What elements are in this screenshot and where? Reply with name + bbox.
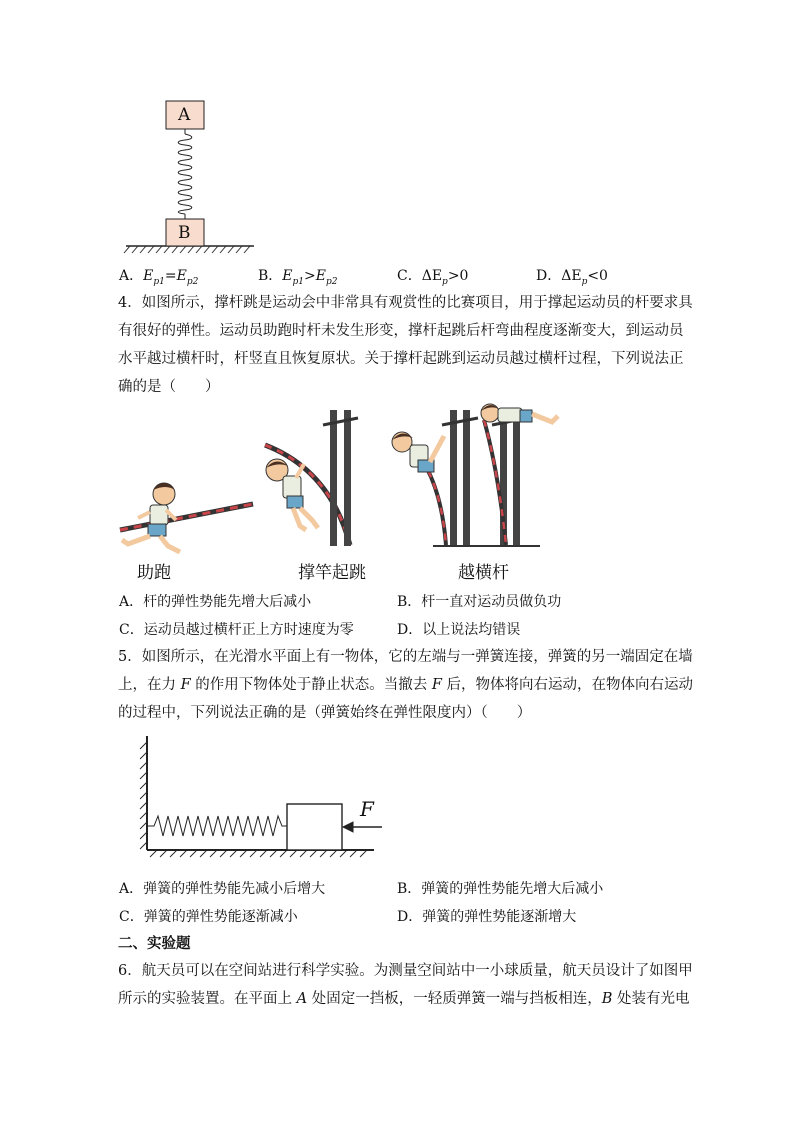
q3-option-d[interactable]: D．$\Delta E_p<0$: [536, 268, 608, 287]
caption-bar-clearance: 越横杆: [458, 563, 509, 583]
q5-stem-line-3: 的过程中，下列说法正确的是（弹簧始终在弹性限度内）（ ）: [118, 705, 532, 721]
q5-option-d[interactable]: D．弹簧的弹性势能逐渐增大: [397, 909, 577, 925]
q5-option-b[interactable]: B．弹簧的弹性势能先增大后减小: [397, 881, 604, 897]
q5-option-a[interactable]: A．弹簧的弹性势能先减小后增大: [119, 881, 326, 897]
block-b-label: B: [178, 223, 191, 243]
q3-option-a[interactable]: A．$E_{p1}=E_{p2}$: [119, 268, 199, 287]
q6-stem-line-1: 6．航天员可以在空间站进行科学实验。为测量空间站中一小球质量，航天员设计了如图甲: [118, 963, 693, 979]
q4-stem-line-3: 水平越过横杆时，杆竖直且恢复原状。关于撑杆起跳到运动员越过横杆过程，下列说法正: [118, 351, 684, 367]
force-f-label: F: [360, 797, 374, 821]
q4-stem-line-2: 有很好的弹性。运动员助跑时杆未发生形变，撑杆起跳后杆弯曲程度逐渐变大，到运动员: [118, 323, 684, 339]
q4-option-a[interactable]: A．杆的弹性势能先增大后减小: [119, 594, 312, 610]
caption-takeoff: 撑竿起跳: [298, 563, 366, 583]
q5-stem-line-1: 5．如图所示，在光滑水平面上有一物体，它的左端与一弹簧连接，弹簧的另一端固定在墙: [118, 649, 693, 665]
q4-stem-line-1: 4．如图所示，撑杆跳是运动会中非常具有观赏性的比赛项目，用于撑起运动员的杆要求具: [118, 295, 693, 311]
q5-stem-line-2: 上，在力 F 的作用下物体处于静止状态。当撤去 F 后，物体将向右运动，在物体向右运动: [118, 677, 694, 693]
caption-run-up: 助跑: [137, 563, 171, 583]
q4-option-d[interactable]: D．以上说法均错误: [397, 622, 521, 638]
q6-stem-line-2: 所示的实验装置。在平面上 A 处固定一挡板，一轻质弹簧一端与挡板相连，B 处装有光电: [118, 991, 690, 1007]
q4-option-c[interactable]: C．运动员越过横杆正上方时速度为零: [119, 622, 354, 638]
section-heading-experiment: 二、实验题: [118, 935, 191, 952]
q3-option-c[interactable]: C．$\Delta E_p>0$: [397, 268, 469, 287]
q5-option-c[interactable]: C．弹簧的弹性势能逐渐减小: [119, 909, 298, 925]
block-a-label: A: [178, 105, 191, 125]
q4-option-b[interactable]: B．杆一直对运动员做负功: [397, 594, 562, 610]
q4-stem-line-4: 确的是（ ）: [118, 379, 220, 395]
q3-option-b[interactable]: B．$E_{p1}>E_{p2}$: [258, 268, 338, 287]
